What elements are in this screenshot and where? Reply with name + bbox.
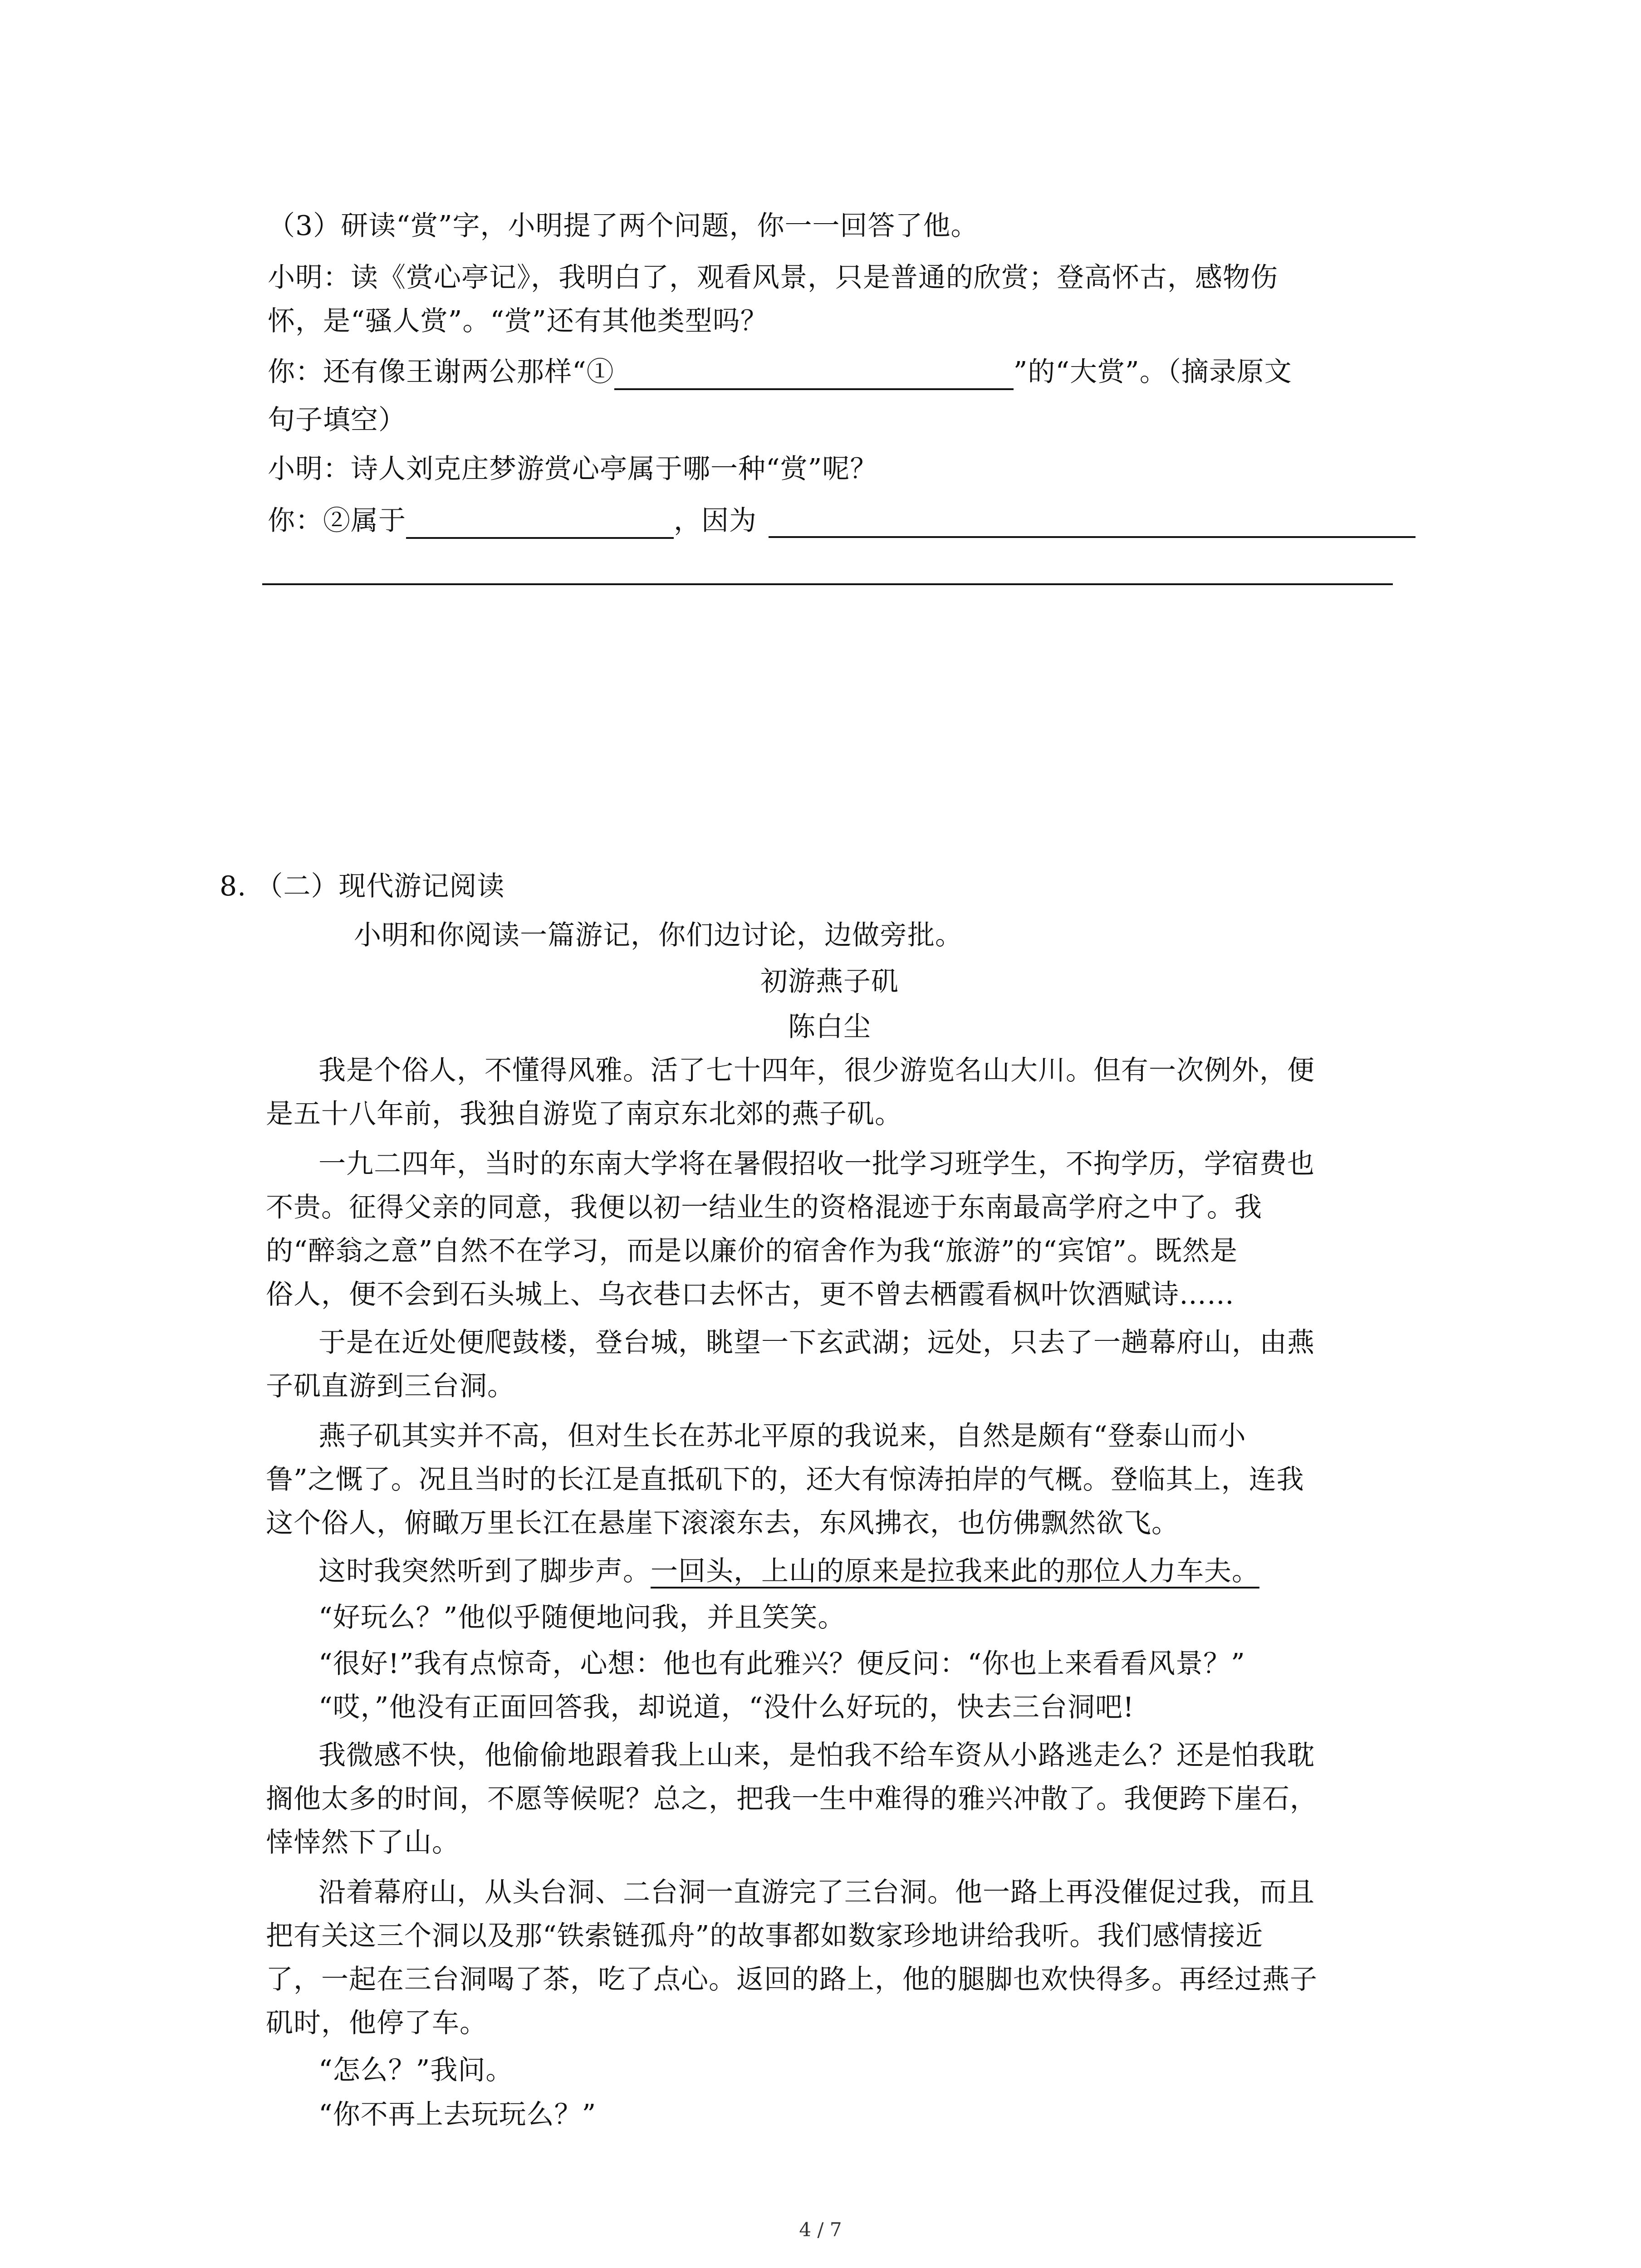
paragraph-line: 俗人，便不会到石头城上、乌衣巷口去怀古，更不曾去栖霞看枫叶饮酒赋诗……	[266, 1279, 1234, 1310]
paragraph-line: 是五十八年前，我独自游览了南京东北郊的燕子矶。	[266, 1098, 902, 1130]
paragraph-line: 把有关这三个洞以及那“铁索链孤舟”的故事都如数家珍地讲给我听。我们感情接近	[266, 1920, 1264, 1952]
underlined-sentence: 一回头，上山的原来是拉我来此的那位人力车夫。	[651, 1555, 1259, 1587]
paragraph-line: 搁他太多的时间，不愿等候呢？总之，把我一生中难得的雅兴冲散了。我便跨下崖石，	[266, 1783, 1318, 1815]
dialogue-line: “很好!”我有点惊奇，心想：他也有此雅兴？便反问：“你也上来看看风景？”	[318, 1648, 1245, 1680]
answer-2-because: ，因为	[674, 505, 757, 537]
xiaoming-question-1-line-2: 怀，是“骚人赏”。“赏”还有其他类型吗？	[268, 305, 768, 337]
paragraph-line: 悻悻然下了山。	[266, 1827, 460, 1858]
paragraph-line: 我微感不快，他偷偷地跟着我上山来，是怕我不给车资从小路逃走么？还是怕我耽	[318, 1740, 1315, 1771]
xiaoming-question-1-line-1: 小明：读《赏心亭记》，我明白了，观看风景，只是普通的欣赏；登高怀古，感物伤	[268, 262, 1278, 293]
dialogue-line: “你不再上去玩玩么？”	[318, 2099, 597, 2131]
answer-1-line	[268, 354, 1292, 390]
paragraph-line: 子矶直游到三台洞。	[266, 1370, 515, 1402]
answer-2-blank-reason-line-2[interactable]	[262, 583, 1393, 585]
answer-2-prefix: 你：②属于	[268, 505, 406, 537]
question-3-prompt: （3）研读“赏”字，小明提了两个问题，你一一回答了他。	[268, 210, 979, 242]
answer-1-line-2: 句子填空）	[268, 404, 406, 436]
answer-1-prefix: 你：还有像王谢两公那样“①	[268, 356, 614, 388]
paragraph-line: 了，一起在三台洞喝了茶，吃了点心。返回的路上，他的腿脚也欢快得多。再经过燕子	[266, 1964, 1318, 1995]
paragraph-line: 沿着幕府山，从头台洞、二台洞一直游完了三台洞。他一路上再没催促过我，而且	[318, 1877, 1315, 1908]
dialogue-line: “怎么？”我问。	[318, 2054, 514, 2086]
xiaoming-question-2: 小明：诗人刘克庄梦游赏心亭属于哪一种“赏”呢？	[268, 453, 878, 485]
paragraph-line: 于是在近处便爬鼓楼，登台城，眺望一下玄武湖；远处，只去了一趟幕府山，由燕	[318, 1327, 1315, 1359]
paragraph-line: 一九二四年，当时的东南大学将在暑假招收一批学习班学生，不拘学历，学宿费也	[318, 1148, 1315, 1180]
paragraph-line: 不贵。征得父亲的同意，我便以初一结业生的资格混迹于东南最高学府之中了。我	[266, 1192, 1262, 1223]
paragraph-line: 矶时，他停了车。	[266, 2007, 487, 2039]
paragraph-line: 的“醉翁之意”自然不在学习，而是以廉价的宿舍作为我“旅游”的“宾馆”。既然是	[266, 1235, 1238, 1267]
answer-1-blank[interactable]	[614, 359, 1014, 390]
article-title: 初游燕子矶	[760, 966, 899, 997]
paragraph-line: 我是个俗人，不懂得风雅。活了七十四年，很少游览名山大川。但有一次例外，便	[318, 1055, 1315, 1086]
paragraph-text: 这时我突然听到了脚步声。	[318, 1555, 651, 1587]
dialogue-line: “哎，”他没有正面回答我，却说道，“没什么好玩的，快去三台洞吧!	[318, 1691, 1135, 1723]
dialogue-line: “好玩么？”他似乎随便地问我，并且笑笑。	[318, 1602, 846, 1633]
answer-2-line	[268, 503, 757, 539]
answer-2-blank-reason[interactable]	[769, 536, 1416, 538]
answer-1-suffix: ”的“大赏”。（摘录原文	[1013, 356, 1292, 388]
paragraph-line: 这个俗人，俯瞰万里长江在悬崖下滚滚东去，东风拂衣，也仿佛飘然欲飞。	[266, 1507, 1179, 1539]
paragraph-line: 燕子矶其实并不高，但对生长在苏北平原的我说来，自然是颇有“登泰山而小	[318, 1420, 1246, 1452]
section-intro: 小明和你阅读一篇游记，你们边讨论，边做旁批。	[354, 919, 963, 951]
paragraph-line: 鲁”之慨了。况且当时的长江是直抵矶下的，还大有惊涛拍岸的气概。登临其上，连我	[266, 1464, 1304, 1496]
page-number: 4 / 7	[799, 2219, 842, 2241]
article-author: 陈白尘	[788, 1011, 871, 1043]
paragraph-line-with-underline	[318, 1553, 1259, 1589]
answer-2-blank-category[interactable]	[406, 508, 674, 539]
section-heading: 8. （二）现代游记阅读	[220, 870, 505, 902]
